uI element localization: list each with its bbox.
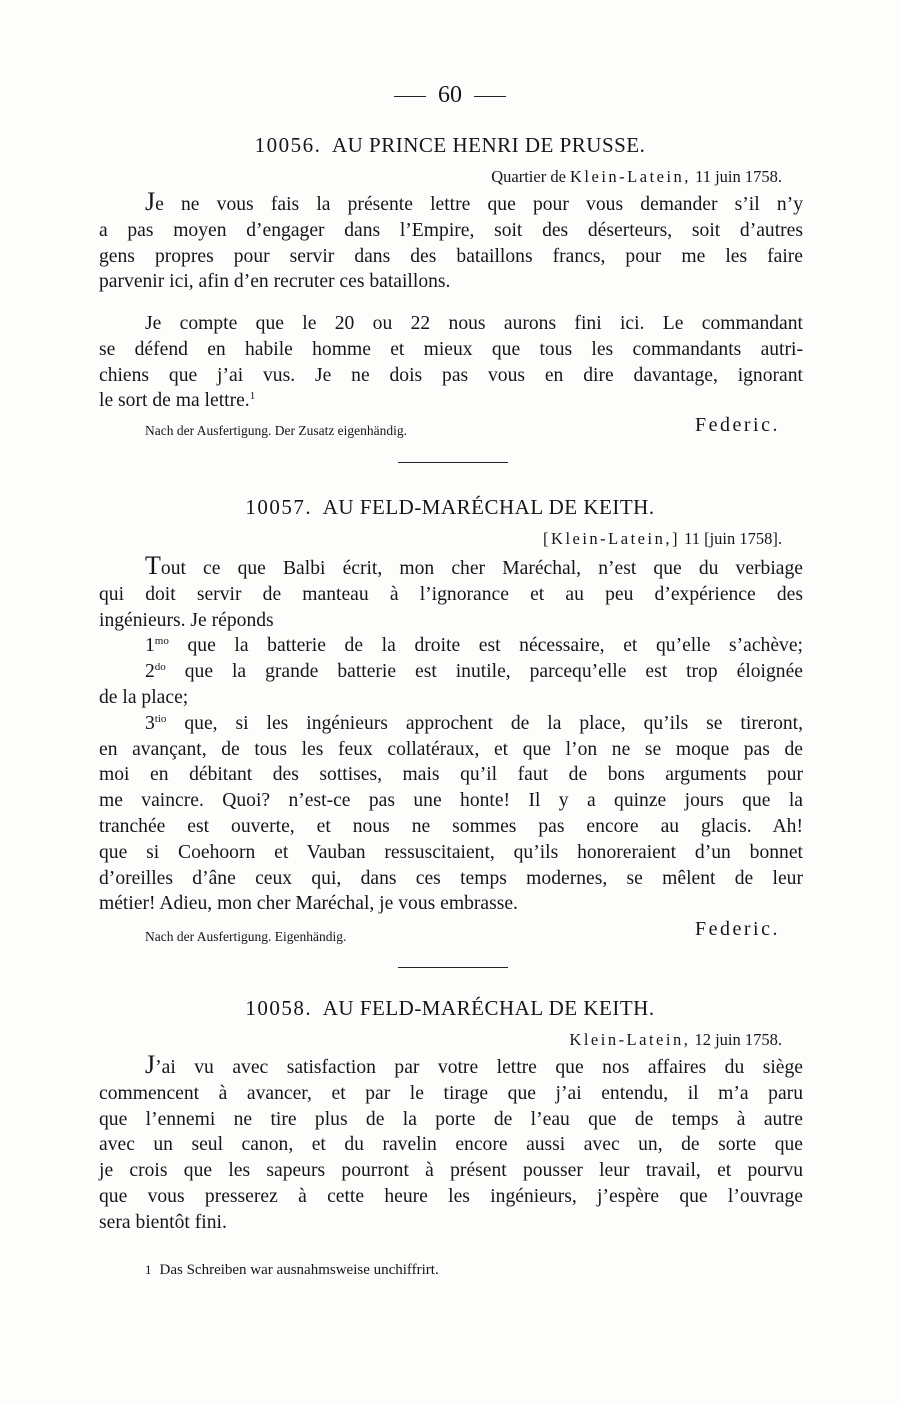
line-text: que, si les ingénieurs approchent de la place, qu’ils se tireront,	[166, 712, 803, 734]
letter-dateline	[491, 167, 782, 187]
text-line: moi en débitant des sottises, mais qu’il faut de bons arguments pour	[99, 764, 803, 786]
text-line: tranchée est ouverte, et nous ne sommes pas encore au glacis. Ah!	[99, 815, 803, 837]
text-line: sera bientôt fini.	[99, 1211, 227, 1233]
text-line	[99, 1050, 803, 1081]
ordinal: 2	[145, 661, 155, 683]
letter-number: 10057.	[245, 495, 313, 519]
text-line: me vaincre. Quoi? n’est-ce pas une honte! Il y a quinze jours que la	[99, 790, 803, 812]
letter-addressee: AU PRINCE HENRI DE PRUSSE.	[331, 133, 646, 157]
text-line: que si Coehoorn et Vauban ressuscitaient, qu’ils honoreraient d’un bonnet	[99, 841, 803, 863]
ordinal-suffix: tio	[154, 712, 167, 725]
place-name: Klein-Latein,	[569, 1030, 691, 1049]
section-divider	[398, 967, 508, 968]
text-line	[99, 551, 803, 582]
source-note: Nach der Ausfertigung. Eigenhändig.	[145, 929, 347, 944]
letter-addressee: AU FELD-MARÉCHAL DE KEITH.	[322, 495, 655, 519]
text-line	[99, 659, 803, 685]
text-line: je crois que les sapeurs pourront à présent pousser leur travail, et pourvu	[99, 1160, 803, 1182]
text-line: gens propres pour servir dans des bataillons francs, pour me les faire	[99, 245, 803, 267]
line-text: le sort de ma lettre.	[99, 390, 250, 412]
letter-heading	[0, 133, 900, 158]
ordinal-suffix: do	[154, 661, 166, 674]
line-text: que la batterie de la droite est nécessaire, et qu’elle s’achève;	[168, 635, 803, 657]
footnote-reference: 1	[249, 390, 256, 403]
letter-number: 10058.	[245, 996, 313, 1020]
place-name: [Klein-Latein,]	[543, 529, 680, 548]
text-line	[99, 711, 803, 737]
page-number: 60	[438, 82, 462, 108]
line-text: e ne vous fais la présente lettre que pour vous demander s’il n’y	[155, 194, 803, 215]
text-line: commencent à avancer, et par le tirage que j’ai entendu, il m’a paru	[99, 1082, 803, 1104]
letter-heading	[0, 495, 900, 520]
drop-capital: J	[145, 187, 156, 216]
text-line: parvenir ici, afin d’en recruter ces bataillons.	[99, 271, 451, 293]
header-dash-left	[394, 96, 426, 97]
text-line: ingénieurs. Je réponds	[99, 609, 274, 631]
letter-number: 10056.	[254, 133, 322, 157]
header-dash-right	[474, 96, 506, 97]
text-line	[99, 187, 803, 218]
text-line	[99, 633, 803, 659]
text-line: qui doit servir de manteau à l’ignorance et au peu d’expérience des	[99, 583, 803, 605]
text-line: que vous presserez à cette heure les ingénieurs, j’espère que l’ouvrage	[99, 1185, 803, 1207]
letter-paragraph	[99, 311, 803, 414]
line-text: que la grande batterie est inutile, parcequ’elle est trop éloignée	[165, 661, 803, 683]
line-text: ’ai vu avec satisfaction par votre lettre que nos affaires du siège	[155, 1057, 803, 1078]
letter-heading	[0, 996, 900, 1021]
footnote	[145, 1262, 439, 1279]
text-line: en avançant, de tous les feux collatéraux, et que l’on ne se moque pas de	[99, 738, 803, 760]
section-divider	[398, 462, 508, 463]
text-line: Je compte que le 20 ou 22 nous aurons fini ici. Le commandant	[145, 313, 803, 334]
signature: Federic.	[695, 918, 780, 940]
letter-paragraph	[99, 1050, 803, 1236]
letter-date: 12 juin 1758.	[690, 1030, 782, 1049]
drop-capital: T	[145, 551, 161, 580]
ordinal-suffix: mo	[154, 635, 169, 648]
ordinal: 3	[145, 712, 155, 734]
text-line: que l’ennemi ne tire plus de la porte de l’eau que de temps à autre	[99, 1108, 803, 1130]
letter-date: 11 [juin 1758].	[679, 529, 782, 548]
letter-date: 11 juin 1758.	[690, 167, 782, 186]
footnote-number: 1	[145, 1262, 152, 1277]
text-line: avec un seul canon, et du ravelin encore aussi avec un, de sorte que	[99, 1134, 803, 1156]
ordinal: 1	[145, 635, 155, 657]
letter-paragraph	[99, 551, 803, 917]
place-prefix: Quartier de	[491, 167, 571, 186]
signature: Federic.	[695, 414, 780, 436]
text-line: d’oreilles d’âne ceux qui, dans ces temps modernes, se mêlent de leur	[99, 867, 803, 889]
source-note: Nach der Ausfertigung. Der Zusatz eigenhändig.	[145, 423, 408, 438]
place-name: Klein-Latein,	[570, 167, 691, 186]
text-line: de la place;	[99, 686, 189, 708]
footnote-text: Das Schreiben war ausnahmsweise unchiffrirt.	[159, 1262, 439, 1278]
letter-dateline	[569, 1030, 782, 1050]
page-number-header	[0, 82, 900, 109]
letter-addressee: AU FELD-MARÉCHAL DE KEITH.	[322, 996, 655, 1020]
letter-paragraph	[99, 187, 803, 295]
text-line: chiens que j’ai vus. Je ne dois pas vous en dire davantage, ignorant	[99, 364, 803, 386]
drop-capital: J	[145, 1050, 156, 1079]
text-line: métier! Adieu, mon cher Maréchal, je vous embrasse.	[99, 893, 518, 915]
letter-dateline	[543, 529, 782, 549]
text-line	[99, 388, 803, 414]
line-text: out ce que Balbi écrit, mon cher Maréchal, n’est que du verbiage	[160, 558, 803, 579]
text-line: a pas moyen d’engager dans l’Empire, soit des déserteurs, soit d’autres	[99, 219, 803, 241]
text-line: se défend en habile homme et mieux que tous les commandants autri-	[99, 338, 803, 360]
